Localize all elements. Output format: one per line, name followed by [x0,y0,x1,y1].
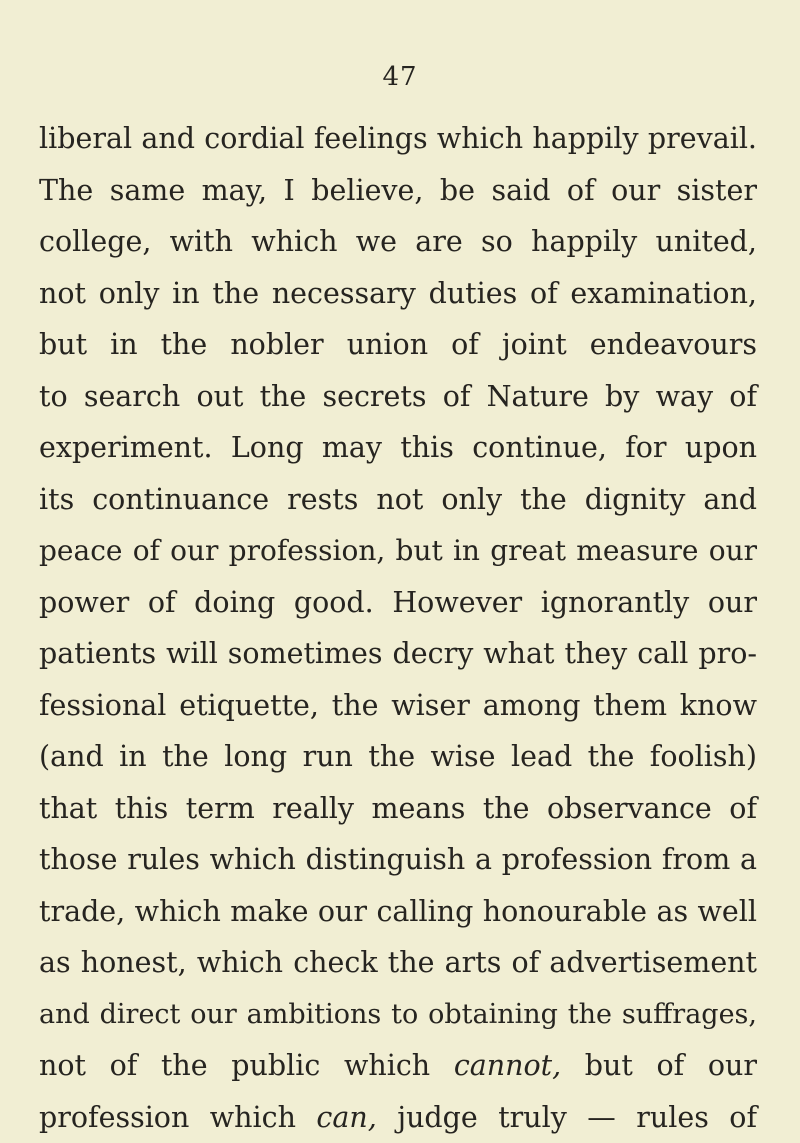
text-line: its continuance rests not only the dignity and [39,474,757,526]
page-number: 47 [0,62,800,92]
text-line: as honest, which check the arts of advertisement [39,937,757,989]
text-line: patients will sometimes decry what they call pro- [39,628,757,680]
text-line [39,1092,757,1143]
text-line: not only in the necessary duties of examination, [39,268,757,320]
italic-text: can, [316,1101,376,1134]
text-line: The same may, I believe, be said of our sister [39,165,757,217]
text-line: to search out the secrets of Nature by way of [39,371,757,423]
text-line: liberal and cordial feelings which happily prevail. [39,113,757,165]
text-run: not of the public which [39,1049,454,1082]
text-line: college, with which we are so happily united, [39,216,757,268]
text-line: peace of our profession, but in great measure our [39,525,757,577]
italic-text: cannot, [454,1049,561,1082]
text-line [39,1040,757,1092]
text-run: but of our [561,1049,757,1082]
text-line: and direct our ambitions to obtaining the suffrages, [39,989,757,1041]
text-line: fessional etiquette, the wiser among them know [39,680,757,732]
text-line: experiment. Long may this continue, for upon [39,422,757,474]
text-run: profession which [39,1101,316,1134]
text-line: trade, which make our calling honourable as well [39,886,757,938]
text-line: that this term really means the observance of [39,783,757,835]
text-run: judge truly — rules of [377,1101,757,1134]
text-line: power of doing good. However ignorantly our [39,577,757,629]
text-line: those rules which distinguish a profession from a [39,834,757,886]
body-text [39,113,757,1143]
text-line: (and in the long run the wise lead the foolish) [39,731,757,783]
text-line: but in the nobler union of joint endeavours [39,319,757,371]
